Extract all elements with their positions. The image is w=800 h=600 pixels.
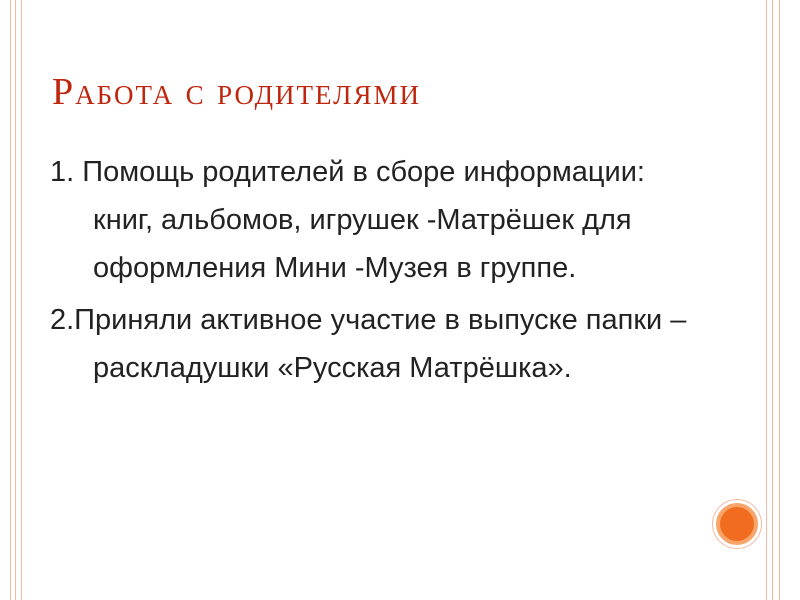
right-decorative-stripe (766, 0, 780, 600)
slide-title: Работа с родителями (52, 71, 421, 113)
left-decorative-stripe (10, 0, 22, 600)
list-item: 1. Помощь родителей в сборе информации: книг, альбомов, игрушек -Матрёшек для оформления Мини -Музея в группе. (50, 156, 645, 284)
decorative-circle (713, 500, 761, 548)
list-item: 2.Приняли активное участие в выпуске папки – раскладушки «Русская Матрёшка». (50, 304, 687, 384)
slide-body-list (50, 148, 690, 396)
